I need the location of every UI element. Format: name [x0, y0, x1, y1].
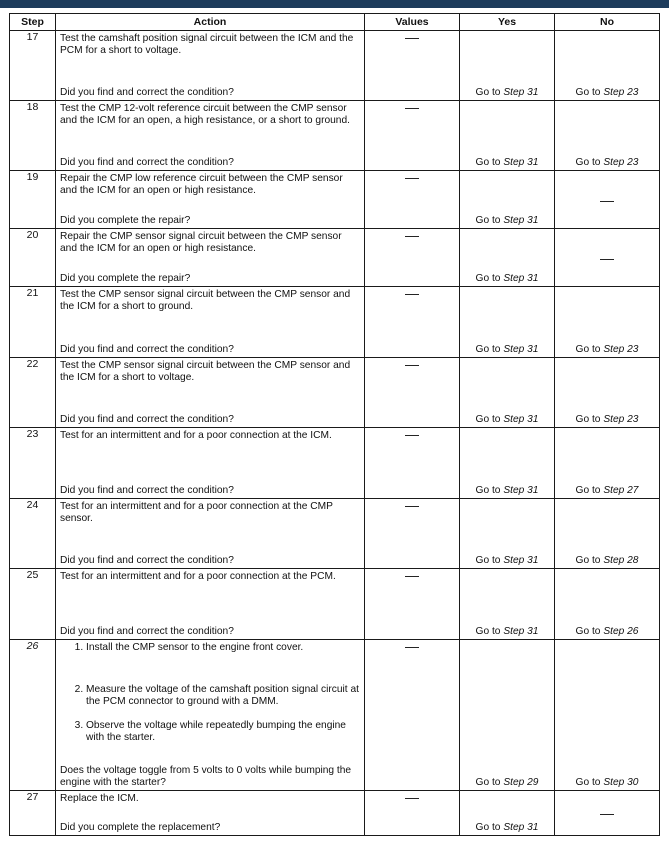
goto-prefix: Go to: [475, 555, 501, 566]
goto-step-link[interactable]: Step 29: [503, 777, 539, 788]
yes-goto: [460, 87, 554, 99]
no-goto: [555, 626, 659, 638]
goto-prefix: Go to: [575, 777, 601, 788]
values-cell: —: [365, 287, 460, 358]
values-cell: —: [365, 499, 460, 569]
no-goto: [555, 414, 659, 426]
no-cell: [555, 358, 660, 428]
no-dash: —: [600, 805, 614, 821]
goto-prefix: Go to: [475, 414, 501, 425]
yes-cell: [460, 171, 555, 229]
goto-prefix: Go to: [575, 626, 601, 637]
yes-cell: [460, 791, 555, 836]
no-cell: [555, 499, 660, 569]
header-yes: Yes: [460, 14, 555, 31]
action-text: Test the camshaft position signal circuit between the ICM and the PCM for a short to voltage.: [60, 33, 354, 56]
no-cell: [555, 428, 660, 499]
question-text: Does the voltage toggle from 5 volts to 0 volts while bumping the engine with the starter?: [60, 765, 352, 788]
goto-step-link[interactable]: Step 31: [503, 87, 539, 98]
goto-prefix: Go to: [475, 215, 501, 226]
question-text: Did you find and correct the condition?: [60, 485, 234, 496]
yes-cell: [460, 31, 555, 101]
values-cell: —: [365, 569, 460, 640]
action-text: Repair the CMP low reference circuit between the CMP sensor and the ICM for an open or high resistance.: [60, 173, 343, 196]
goto-prefix: Go to: [575, 157, 601, 168]
step-number: 18: [10, 101, 56, 171]
table-row: [10, 569, 660, 640]
action-cell: [56, 229, 365, 287]
question-text: Did you find and correct the condition?: [60, 555, 234, 566]
action-text: Test for an intermittent and for a poor connection at the PCM.: [60, 571, 336, 582]
yes-goto: [460, 344, 554, 356]
values-cell: —: [365, 640, 460, 791]
goto-step-link[interactable]: Step 23: [603, 414, 639, 425]
header-step: Step: [10, 14, 56, 31]
values-cell: —: [365, 791, 460, 836]
goto-prefix: Go to: [475, 157, 501, 168]
yes-goto: [460, 273, 554, 285]
step-number: 23: [10, 428, 56, 499]
goto-step-link[interactable]: Step 23: [603, 157, 639, 168]
table-row: [10, 499, 660, 569]
goto-prefix: Go to: [575, 555, 601, 566]
top-banner-bar: [0, 0, 669, 8]
action-text: Test the CMP 12-volt reference circuit between the CMP sensor and the ICM for an open, a high resistance, or a short to ground.: [60, 103, 350, 126]
question-text: Did you find and correct the condition?: [60, 344, 234, 355]
no-cell: [555, 229, 660, 287]
values-cell: —: [365, 229, 460, 287]
yes-cell: [460, 358, 555, 428]
no-goto: [555, 555, 659, 567]
question-text: Did you complete the replacement?: [60, 822, 221, 833]
yes-cell: [460, 640, 555, 791]
question-text: Did you find and correct the condition?: [60, 626, 234, 637]
goto-prefix: Go to: [475, 273, 501, 284]
goto-prefix: Go to: [475, 777, 501, 788]
step-number: 21: [10, 287, 56, 358]
question-text: Did you find and correct the condition?: [60, 414, 234, 425]
yes-cell: [460, 569, 555, 640]
question-text: Did you find and correct the condition?: [60, 157, 234, 168]
goto-prefix: Go to: [575, 414, 601, 425]
table-row: [10, 640, 660, 791]
no-goto: [555, 777, 659, 789]
table-row: [10, 428, 660, 499]
goto-step-link[interactable]: Step 31: [503, 157, 539, 168]
no-cell: [555, 640, 660, 791]
step-number: 22: [10, 358, 56, 428]
action-cell: [56, 499, 365, 569]
table-row: [10, 101, 660, 171]
action-cell: [56, 171, 365, 229]
table-row: [10, 31, 660, 101]
yes-cell: [460, 499, 555, 569]
goto-step-link[interactable]: Step 26: [603, 626, 639, 637]
action-cell: [56, 640, 365, 791]
step-number: 20: [10, 229, 56, 287]
yes-goto: [460, 777, 554, 789]
yes-goto: [460, 555, 554, 567]
step-number: 17: [10, 31, 56, 101]
goto-prefix: Go to: [575, 344, 601, 355]
substep-item: 2. Measure the voltage of the camshaft position signal circuit at the PCM connector to ground with a DMM.: [86, 684, 360, 708]
header-values: Values: [365, 14, 460, 31]
table-row: [10, 171, 660, 229]
action-cell: [56, 358, 365, 428]
yes-goto: [460, 485, 554, 497]
goto-step-link[interactable]: Step 28: [603, 555, 639, 566]
goto-prefix: Go to: [475, 485, 501, 496]
no-dash: —: [600, 191, 614, 208]
table-row: [10, 229, 660, 287]
header-no: No: [555, 14, 660, 31]
action-text: Test for an intermittent and for a poor connection at the ICM.: [60, 430, 332, 441]
goto-step-link[interactable]: Step 31: [503, 344, 539, 355]
goto-prefix: Go to: [575, 485, 601, 496]
action-text: Repair the CMP sensor signal circuit between the CMP sensor and the ICM for an open or high resistance.: [60, 231, 342, 254]
goto-prefix: Go to: [475, 822, 501, 833]
no-goto: [555, 485, 659, 497]
action-cell: [56, 101, 365, 171]
action-text: Test the CMP sensor signal circuit between the CMP sensor and the ICM for a short to ground.: [60, 289, 351, 312]
table-row: [10, 287, 660, 358]
action-cell: [56, 428, 365, 499]
no-cell: [555, 31, 660, 101]
yes-goto: [460, 626, 554, 638]
no-goto: [555, 87, 659, 99]
no-goto: [555, 344, 659, 356]
yes-goto: [460, 215, 554, 227]
header-action: Action: [56, 14, 365, 31]
step-number: 24: [10, 499, 56, 569]
step-number: 26: [10, 640, 56, 791]
action-text: Test the CMP sensor signal circuit between the CMP sensor and the ICM for a short to voltage.: [60, 360, 351, 383]
substep-item: 1. Install the CMP sensor to the engine front cover.: [86, 642, 360, 654]
goto-prefix: Go to: [475, 344, 501, 355]
action-cell: [56, 31, 365, 101]
action-cell: [56, 791, 365, 836]
header-row: [10, 14, 660, 31]
goto-step-link[interactable]: Step 31: [503, 215, 539, 226]
values-cell: —: [365, 171, 460, 229]
step-number: 25: [10, 569, 56, 640]
yes-goto: [460, 157, 554, 169]
table-row: [10, 791, 660, 836]
goto-step-link[interactable]: Step 31: [503, 555, 539, 566]
values-cell: —: [365, 31, 460, 101]
action-text: Replace the ICM.: [60, 793, 139, 804]
goto-step-link[interactable]: Step 31: [503, 822, 539, 833]
yes-cell: [460, 428, 555, 499]
goto-step-link[interactable]: Step 31: [503, 414, 539, 425]
no-cell: [555, 569, 660, 640]
goto-step-link[interactable]: Step 31: [503, 273, 539, 284]
action-cell: [56, 569, 365, 640]
no-cell: [555, 791, 660, 836]
values-cell: —: [365, 101, 460, 171]
goto-step-link[interactable]: Step 30: [603, 777, 639, 788]
values-cell: —: [365, 358, 460, 428]
no-cell: [555, 287, 660, 358]
goto-prefix: Go to: [575, 87, 601, 98]
no-goto: [555, 157, 659, 169]
action-cell: [56, 287, 365, 358]
yes-cell: [460, 101, 555, 171]
step-number: 19: [10, 171, 56, 229]
no-cell: [555, 101, 660, 171]
question-text: Did you find and correct the condition?: [60, 87, 234, 98]
yes-cell: [460, 229, 555, 287]
yes-goto: [460, 822, 554, 834]
values-cell: —: [365, 428, 460, 499]
goto-prefix: Go to: [475, 87, 501, 98]
substep-item: 3. Observe the voltage while repeatedly bumping the engine with the starter.: [86, 720, 360, 744]
goto-step-link[interactable]: Step 27: [603, 485, 639, 496]
no-dash: —: [600, 249, 614, 266]
yes-goto: [460, 414, 554, 426]
table-row: [10, 358, 660, 428]
diagnostic-table: [9, 13, 660, 836]
goto-step-link[interactable]: Step 23: [603, 87, 639, 98]
action-text: Test for an intermittent and for a poor connection at the CMP sensor.: [60, 501, 333, 524]
question-text: Did you complete the repair?: [60, 215, 191, 226]
action-substeps: [56, 640, 364, 744]
question-text: Did you complete the repair?: [60, 273, 191, 284]
goto-step-link[interactable]: Step 31: [503, 626, 539, 637]
yes-cell: [460, 287, 555, 358]
goto-step-link[interactable]: Step 23: [603, 344, 639, 355]
goto-prefix: Go to: [475, 626, 501, 637]
step-number: 27: [10, 791, 56, 836]
no-cell: [555, 171, 660, 229]
goto-step-link[interactable]: Step 31: [503, 485, 539, 496]
